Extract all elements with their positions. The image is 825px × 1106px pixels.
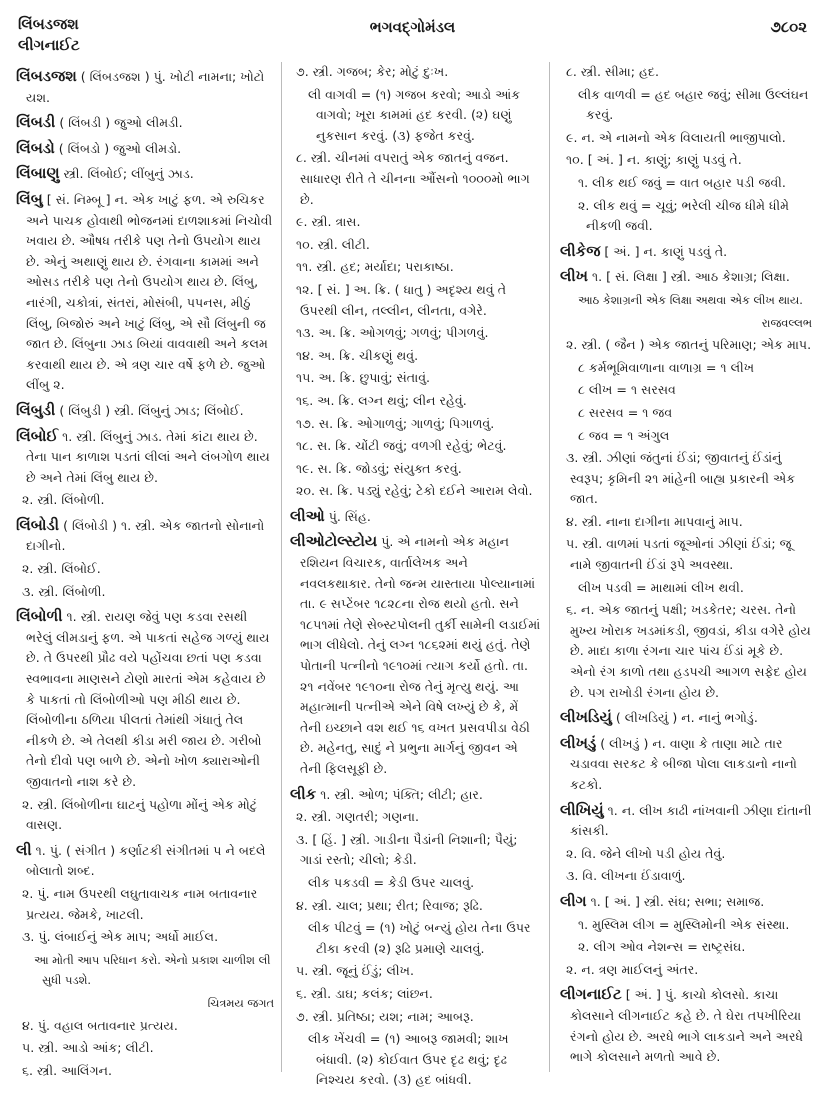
headword: લીકેજ	[560, 241, 601, 260]
entry-sense	[290, 280, 542, 321]
definition-text: ૧. મુસ્લિમ લીગ = મુસ્લિમોની એક સંસ્થા.	[578, 916, 790, 932]
entry-sense	[290, 323, 542, 344]
definition-text: ૧. ન. લીખ કાઢી નાંખવાની ઝીણા દાંતાની કાંસકી.	[570, 802, 812, 839]
entry-sense	[290, 391, 542, 412]
definition-text: [ અં. ] પું. કાચો કોલસો. કાચા કોલસાને લીગનાઈટ કહે છે. તે ઘેરા તપખીરિયા રંગનો હોય છે. અરધે ભાગે લાકડાને અને અરધે ભાગે કોલસાને મળતો આવે છે.	[570, 987, 804, 1065]
definition-text: ૧. પું. ( સંગીત ) કર્ણાટકી સંગીતમાં પ ને બદલે બોલાતો શબ્દ.	[26, 842, 266, 879]
headword: લિંબોઈ	[16, 426, 59, 445]
entry-sense	[16, 795, 274, 836]
definition-text: ૧૭. સ. ક્રિ. ઓગાળવું; ગાળવું; પિગાળવું.	[296, 415, 495, 431]
entry-sense	[16, 582, 274, 603]
entry-sense	[290, 212, 542, 233]
headword: લીખડિયું	[560, 708, 612, 727]
entry-sense	[560, 844, 812, 865]
entry-sense	[290, 459, 542, 480]
entry-sense	[16, 559, 274, 580]
guide-word-last: લીગનાઈટ	[18, 36, 80, 54]
definition-text: ૧૦. [ અં. ] ન. કાણું; કાણું પડવું તે.	[566, 152, 742, 168]
definition-text: ૩. પું. લંબાઈનું એક માપ; અર્ધો માઈલ.	[22, 929, 219, 945]
definition-text: ૨. વિ. જેને લીખો પડી હોય તેવું.	[566, 845, 726, 861]
entry-sense	[560, 448, 812, 510]
usage-example	[560, 196, 812, 237]
entry-sense	[290, 1007, 542, 1028]
definition-text: ૧. લીક થઈ જવું = વાત બહાર પડી જવી.	[578, 174, 786, 190]
definition-text: ૮ લીખ = ૧ સરસવ	[578, 382, 676, 398]
definition-text: ૧૩. અ. ક્રિ. ઓગળવું; ગળવું; પીગળવું.	[296, 325, 489, 341]
usage-example	[560, 85, 812, 126]
entry-sense	[290, 896, 542, 917]
definition-text: ૫. સ્ત્રી. વાળમાં પડતાં જૂઓનાં ઝીણાં ઈંડાં; જૂ નામે જીવાતની ઈંડાં રૂપે અવસ્થા.	[566, 536, 792, 573]
definition-text: ૨. સ્ત્રી. ગણતરી; ગણના.	[296, 809, 419, 825]
usage-example	[290, 918, 542, 959]
headword: લિંબડો	[16, 138, 55, 157]
usage-example	[560, 358, 812, 379]
entry-sense	[560, 866, 812, 887]
entry-sense	[16, 1061, 274, 1082]
definition-text: ૧. સ્ત્રી. રાયણ જેવું પણ કડવા રસથી ભરેલું લીમડાનું ફળ. એ પાકતાં સહેજ ગળ્યું થાય છે. તે ઉપરથી પ્રૌઢ વયે પહોંચવા છતાં પણ કડવા સ્વભાવના માણસને ટોણો મારતાં એમ કહેવાય છે કે પાકતાં તો લિંબોળીઓ પણ મીઠી થાય છે. લિંબોળીના ઠળિયા પીલતાં તેમાંથી ગંધાતું તેલ નીકળે છે. એ તેલથી કીડા મરી જાય છે. ગરીબો તેનો દીવો પણ બાળે છે. એનો ખોળ ક્યારાઓની જીવાતનો નાશ કરે છે.	[26, 609, 270, 789]
definition-text: ૨૦. સ. ક્રિ. પડ્યું રહેવું; ટેકો દઈને આરામ લેવો.	[296, 483, 533, 499]
entry-sense	[290, 235, 542, 256]
definition-text: ૨. સ્ત્રી. લિંબોળીના ઘાટનું પહોળા મોંનું એક મોટું વાસણ.	[22, 796, 258, 833]
headword: લિંબુડી	[16, 400, 56, 419]
definition-text: ( લીખડિયું ) ન. નાનું ભગોડું.	[615, 710, 758, 726]
entry-sense	[16, 1038, 274, 1059]
entry-sense	[290, 481, 542, 502]
dictionary-entry	[560, 800, 812, 842]
guide-word-first: લિંબડજશ	[18, 15, 79, 33]
usage-example	[290, 85, 542, 147]
usage-example	[560, 173, 812, 194]
entry-sense	[290, 830, 542, 871]
definition-text: ૨. પું. નામ ઉપરથી લઘુતાવાચક નામ બતાવનાર પ્રત્યય. જેમકે, ખાટલી.	[22, 885, 258, 922]
definition-text: લીક પકડવી = કેડી ઉપર ચાલવું.	[308, 874, 475, 890]
definition-text: ૬. ન. એક જાતનું પક્ષી; ખડકેતર; ચરસ. તેનો મુખ્ય ખોરાક ખડમાંકડી, જીવડાં, કીડા વગેરે હોય છે. માદા કાળા રંગના ચાર પાંચ ઈંડાં મૂકે છે. એનો રંગ કાળો તથા હડપચી આગળ સફેદ હોય છે. પગ રાખોડી રંગના હોય છે.	[566, 602, 811, 700]
definition-text: ૧. [ અં. ] સ્ત્રી. સંઘ; સભા; સમાજ.	[590, 893, 765, 909]
entry-sense	[560, 534, 812, 575]
definition-text: ૨. ન. ત્રણ માઈલનું અંતર.	[566, 961, 699, 977]
dictionary-entry	[16, 112, 274, 134]
entry-sense	[290, 368, 542, 389]
entry-sense	[560, 150, 812, 171]
definition-text: [ અં. ] ન. કાણું પડવું તે.	[604, 243, 728, 259]
dictionary-entry	[290, 531, 542, 779]
definition-text: સ્ત્રી. લિંબોઈ; લીંબુનું ઝાડ.	[63, 166, 194, 182]
entry-sense	[16, 884, 274, 925]
dictionary-entry	[16, 606, 274, 792]
entry-sense	[290, 414, 542, 435]
headword: લીઓટોલ્સ્ટોય	[290, 532, 378, 551]
definition-text: ૩. સ્ત્રી. લિંબોળી.	[22, 583, 106, 599]
definition-text: ( લિંબોડી ) ૧. સ્ત્રી. એક જાતનો સોનાનો દાગીનો.	[26, 517, 265, 554]
entry-sense	[16, 1016, 274, 1037]
entry-sense	[16, 927, 274, 948]
definition-text: ૩. વિ. લીખના ઈંડાવાળું.	[566, 868, 686, 884]
definition-text: ૧૨. [ સં. ] અ. ક્રિ. ( ધાતુ ) અદૃશ્ય થવું તે ઉપરથી લીન, તલ્લીન, લીનતા, વગેરે.	[296, 281, 507, 318]
headword: લિંબાણુ	[16, 164, 60, 183]
dictionary-entry	[16, 163, 274, 185]
entry-sense	[290, 436, 542, 457]
definition-text: ૩. [ હિં. ] સ્ત્રી. ગાડીના પૈડાંની નિશાની; પૈયું; ગાડાં રસ્તો; ચીલો; કેડી.	[296, 831, 518, 868]
definition-text: ૨. સ્ત્રી. ( જૈન ) એક જાતનું પરિમાણ; એક માપ.	[566, 337, 812, 353]
definition-text: ( લીખડું ) ન. વાણા કે તાણા માટે તાર ચડાવવા સરકટ કે બીજા પોલા લાકડાનો નાનો કટકો.	[570, 735, 797, 792]
column-divider	[549, 62, 550, 1072]
headword: લીગ	[560, 891, 587, 910]
entry-sense	[16, 490, 274, 511]
page-number: ૭૮૦૨	[770, 18, 807, 36]
definition-text: ૮. સ્ત્રી. ચીનમાં વપરાતું એક જાતનું વજન. સાધારણ રીતે તે ચીનના ઔંસનો ૧૦૦૦મો ભાગ છે.	[296, 150, 530, 207]
definition-text: પું. એ નામનો એક મહાન રશિયન વિચારક, વાર્તાલેખક અને નવલકથાકાર. તેનો જન્મ યાસ્તાયા પોલ્યાનામાં તા. ૯ સપ્ટેંબર ૧૮૨૮ના રોજ થયો હતો. સને ૧૮૫૧માં તેણે સેબ્સ્ટપોલની તુર્કી સામેની લડાઈમાં ભાગ લીધેલો. તેનું લગ્ન ૧૮૬૨માં થયું હતું. તેણે પોતાની પત્નીનો ૧૯૧૦માં ત્યાગ કર્યો હતો. તા. ૨૧ નવેંબર ૧૯૧૦ના રોજ તેનું મૃત્યુ થયું. આ મહાત્માની પત્નીએ એને વિષે લખ્યું છે કે, મેં તેની ઇચ્છાને વશ થઈ ૧૬ વખત પ્રસવપીડા વેઠી છે. મહેનતુ, સાદું ને પ્રભુના માર્ગનું જીવન એ તેની ફિલસૂફી છે.	[300, 534, 541, 776]
usage-example	[290, 1029, 542, 1091]
definition-text: ( લિંબડો ) જુઓ લીમડો.	[58, 140, 182, 156]
definition-text: ૧૪. અ. ક્રિ. ચીકણું થવું.	[296, 347, 419, 363]
entry-sense	[290, 62, 542, 83]
dictionary-entry	[16, 189, 274, 396]
dictionary-entry	[560, 707, 812, 729]
usage-example	[560, 937, 812, 958]
definition-text: ૨. સ્ત્રી. લિંબોઈ.	[22, 561, 101, 577]
definition-text: ૩. સ્ત્રી. ઝીણાં જંતુનાં ઈંડાં; જીવાતનું ઈંડાંનું સ્વરૂપ; કૃમિની ૨૧ માંહેની બાહ્ય પ્રકારની એક જાત.	[566, 450, 796, 507]
entry-sense	[560, 512, 812, 533]
headword: લી	[16, 840, 32, 859]
definition-text: ૧૦. સ્ત્રી. લીટી.	[296, 236, 370, 252]
headword: લીખડું	[560, 733, 597, 752]
entry-sense	[290, 961, 542, 982]
definition-text: ૪. સ્ત્રી. નાના દાગીના માપવાનું માપ.	[566, 513, 743, 529]
page-title: ભગવદ્ગોમંડલ	[369, 18, 456, 36]
definition-text: ૧. [ સં. લિક્ષા ] સ્ત્રી. આઠ કેશાગ્ર; લિક્ષા.	[591, 269, 790, 285]
definition-text: ૬. સ્ત્રી. ડાઘ; કલંક; લાંછન.	[296, 985, 433, 1001]
definition-text: ૨. લીગ ઓવ નેશન્સ = રાષ્ટ્રસંઘ.	[578, 939, 746, 955]
dictionary-entry	[16, 840, 274, 882]
quote-source	[16, 993, 274, 1014]
dictionary-entry	[16, 66, 274, 108]
definition-text: ૮ સરસવ = ૧ જવ	[578, 404, 673, 420]
definition-text: ૨. સ્ત્રી. લિંબોળી.	[22, 492, 105, 508]
definition-text: લી વાગવી = (૧) ગજબ કરવો; આડો આંક વાગવો; ખૂરા કામમાં હદ કરવી. (૨) ઘણું નુકસાન કરવું. (૩) ફજેત કરવું.	[308, 86, 521, 143]
column-2	[290, 62, 542, 1093]
dictionary-entry	[16, 138, 274, 160]
dictionary-entry	[290, 506, 542, 528]
dictionary-entry	[16, 426, 274, 489]
usage-example	[560, 290, 812, 311]
dictionary-entry	[16, 515, 274, 557]
entry-sense	[560, 128, 812, 149]
definition-text: ૫. સ્ત્રી. જૂનું ઈંડું; લીખ.	[296, 963, 414, 979]
dictionary-entry	[560, 733, 812, 796]
entry-sense	[560, 600, 812, 703]
definition-text: ૯. ન. એ નામનો એક વિલાયતી ભાજીપાલો.	[566, 129, 786, 145]
entry-sense	[290, 148, 542, 210]
usage-example	[560, 426, 812, 447]
definition-text: ૮ કર્મભૂમિવાળાના વાળાગ્ર = ૧ લીખ	[578, 359, 755, 375]
column-1	[16, 62, 274, 1083]
definition-text: ૯. સ્ત્રી. ત્રાસ.	[296, 214, 361, 230]
definition-text: ( લિંબડજશ ) પું. ખોટી નામના; ખોટો યશ.	[26, 69, 265, 105]
definition-text: ( લિંબડી ) જુઓ લીમડી.	[59, 115, 183, 131]
definition-text: ૧. સ્ત્રી. લિંબુનું ઝાડ. તેમાં કાંટા થાય છે. તેના પાન કાળાશ પડતાં લીલાં અને લંબગોળ થાય છે અને તેમાં લિંબુ થાય છે.	[26, 428, 270, 485]
definition-text: ૫. સ્ત્રી. આડો આંક; લીટી.	[22, 1040, 154, 1056]
entry-sense	[560, 335, 812, 356]
headword: લિંબડી	[16, 113, 56, 132]
usage-example	[560, 403, 812, 424]
definition-text: ૭. સ્ત્રી. પ્રતિષ્ઠા; યશ; નામ; આબરૂ.	[296, 1008, 474, 1024]
definition-text: ૧૯. સ. ક્રિ. જોડવું; સંયુક્ત કરવું.	[296, 460, 462, 476]
usage-example	[560, 915, 812, 936]
usage-example	[290, 873, 542, 894]
definition-text: ૨. લીક થવું = ચૂવું; ભરેલી ચીજ ધીમે ધીમે નીકળી જવી.	[578, 197, 790, 234]
entry-sense	[560, 62, 812, 83]
headword: લીઓ	[290, 506, 325, 525]
headword: લિંબડજશ	[16, 67, 77, 85]
definition-text: ૧૫. અ. ક્રિ. છુપાવું; સંતાવું.	[296, 370, 431, 386]
definition-text: ૧૬. અ. ક્રિ. લગ્ન થવું; લીન રહેવું.	[296, 392, 467, 408]
dictionary-entry	[560, 266, 812, 288]
definition-text: ૧૮. સ. ક્રિ. ચોંટી જવું; વળગી રહેવું; ભેટવું.	[296, 438, 507, 454]
definition-text: પું. સિંહ.	[328, 508, 371, 524]
definition-text: ( લિંબુડી ) સ્ત્રી. લિંબુનું ઝાડ; લિંબોઈ.	[59, 402, 244, 418]
definition-text: લીક ખેંચવી = (૧) આબરૂ જામવી; શાખ બંધાવી. (૨) કોઈવાત ઉપર દૃઢ થવું; દૃઢ નિશ્ચય કરવો. (૩) હદ બાંધવી.	[308, 1031, 509, 1088]
definition-text: ૧૧. સ્ત્રી. હદ; મર્યાદા; પરાકાષ્ઠા.	[296, 259, 454, 275]
definition-text: ૪. સ્ત્રી. ચાલ; પ્રથા; રીત; રિવાજ; રૂઢિ.	[296, 897, 483, 913]
entry-sense	[290, 257, 542, 278]
dictionary-entry	[290, 784, 542, 806]
definition-text: લીક પીટવું = (૧) ખોટું બન્યું હોય તેના ઉપર ટીકા કરવી (૨) રૂઢિ પ્રમાણે ચાલવું.	[308, 920, 531, 956]
definition-text: ૬. સ્ત્રી. આલિંગન.	[22, 1062, 113, 1078]
headword: લીખ	[560, 267, 588, 286]
headword: લીગનાઈટ	[560, 985, 622, 1004]
definition-text: લીખ પડવી = માથામાં લીખ થવી.	[578, 579, 744, 595]
definition-text: ૪. પું. વહાલ બતાવનાર પ્રત્યય.	[22, 1017, 178, 1033]
entry-sense	[290, 807, 542, 828]
definition-text: ૮ જવ = ૧ અંગુલ	[578, 427, 670, 443]
usage-example	[16, 950, 274, 991]
entry-sense	[290, 984, 542, 1005]
quote-source	[560, 313, 812, 334]
column-3	[560, 62, 812, 1070]
dictionary-entry	[16, 400, 274, 422]
headword: લીખિયું	[560, 800, 604, 819]
entry-sense	[290, 346, 542, 367]
headword: લિંબુ	[16, 189, 43, 208]
headword: લિંબોડી	[16, 515, 60, 534]
dictionary-entry	[560, 891, 812, 913]
definition-text: આઠ કેશાગ્રની એક લિક્ષા અથવા એક લીખ થાય.	[578, 292, 803, 307]
dictionary-entry	[560, 241, 812, 263]
dictionary-entry	[560, 984, 812, 1067]
definition-text: ૧. સ્ત્રી. ઓળ; પંક્તિ; લીટી; હાર.	[320, 786, 483, 802]
definition-text: ચિત્રમય જગત	[207, 995, 274, 1010]
definition-text: ૭. સ્ત્રી. ગજબ; કેર; મોટું દુઃખ.	[296, 64, 449, 79]
usage-example	[560, 380, 812, 401]
usage-example	[560, 578, 812, 599]
definition-text: ૮. સ્ત્રી. સીમા; હદ.	[566, 64, 659, 79]
entry-sense	[560, 960, 812, 981]
definition-text: આ મોતી આપ પરિધાન કરો. એનો પ્રકાશ ચાળીશ લી સુધી પડશે.	[34, 952, 271, 988]
headword: લીક	[290, 784, 317, 803]
column-divider	[281, 62, 282, 1072]
definition-text: રાજવલ્લભ	[761, 315, 812, 330]
definition-text: [ સં. નિમ્બૂ ] ન. એક ખાટું ફળ. એ રુચિકર અને પાચક હોવાથી ભોજનમાં દાળશાકમાં નિચોવી ખવાય છે. ઔષધ તરીકે પણ તેનો ઉપયોગ થાય છે. એનું અથાણું થાય છે. રંગવાના કામમાં અને ઓસડ તરીકે પણ તેનો ઉપયોગ થાય છે. લિંબુ, નારંગી, ચકોત્રાં, સંતરાં, મોસંબી, પપનસ, મીઠું લિંબુ, બિજોરું અને ખાટું લિંબુ, એ સૌ લિંબુની જ જાત છે. લિંબુના ઝાડ બિયાં વાવવાથી અને કલમ કરવાથી થાય છે. એ ત્રણ ચાર વર્ષે ફળે છે. જુઓ લીંબુ ૨.	[26, 191, 273, 393]
definition-text: લીક વાળવી = હદ બહાર જવું; સીમા ઉલ્લંઘન કરવું.	[578, 86, 809, 123]
headword: લિંબોળી	[16, 607, 63, 626]
